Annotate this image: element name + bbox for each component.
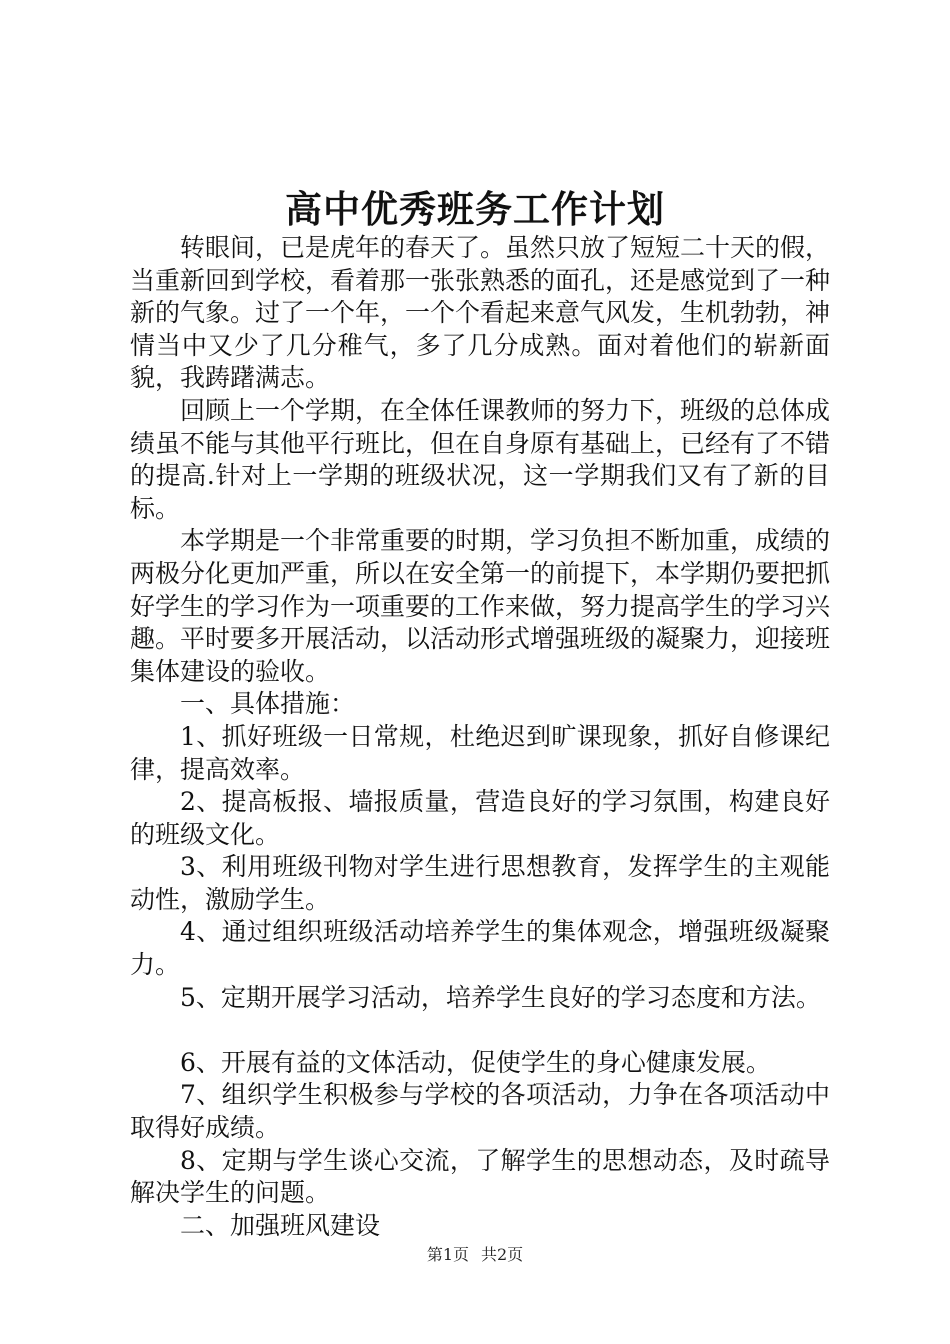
measure-item-1: 1、抓好班级一日常规，杜绝迟到旷课现象，抓好自修课纪律，提高效率。 <box>130 721 830 784</box>
paragraph-review: 回顾上一个学期，在全体任课教师的努力下，班级的总体成绩虽不能与其他平行班比，但在自身原有基础上，已经有了不错的提高.针对上一学期的班级状况，这一学期我们又有了新的目标。 <box>130 395 831 523</box>
measure-item-6: 6、开展有益的文体活动，促使学生的身心健康发展。 <box>180 1047 771 1077</box>
blank-line <box>130 1014 830 1047</box>
measure-item-4: 4、通过组织班级活动培养学生的集体观念，增强班级凝聚力。 <box>130 917 830 980</box>
measure-item-3: 3、利用班级刊物对学生进行思想教育，发挥学生的主观能动性，激励学生。 <box>130 852 830 914</box>
page-footer <box>0 1244 950 1266</box>
measure-item-5: 5、定期开展学习活动，培养学生良好的学习态度和方法。 <box>180 982 821 1012</box>
section-heading-measures: 一、具体措施： <box>180 689 356 719</box>
document-body <box>130 232 830 1242</box>
document-title: 高中优秀班务工作计划 <box>285 187 665 231</box>
section-heading-class-style: 二、加强班风建设 <box>180 1210 381 1240</box>
page-total: 共2页 <box>481 1245 524 1264</box>
page-number: 第1页 <box>426 1245 469 1264</box>
paragraph-semester-goal: 本学期是一个非常重要的时期，学习负担不断加重，成绩的两极分化更加严重，所以在安全第一的前提下，本学期仍要把抓好学生的学习作为一项重要的工作来做，努力提高学生的学习兴趣。平时要多开展活动，以活动形式增强班级的凝聚力，迎接班集体建设的验收。 <box>130 526 831 686</box>
measure-item-8: 8、定期与学生谈心交流，了解学生的思想动态，及时疏导解决学生的问题。 <box>130 1145 830 1208</box>
measure-item-7: 7、组织学生积极参与学校的各项活动，力争在各项活动中取得好成绩。 <box>130 1080 830 1143</box>
measure-item-2: 2、提高板报、墙报质量，营造良好的学习氛围，构建良好的班级文化。 <box>130 787 830 849</box>
paragraph-intro: 转眼间，已是虎年的春天了。虽然只放了短短二十天的假，当重新回到学校，看着那一张张熟悉的面孔，还是感觉到了一种新的气象。过了一个年，一个个看起来意气风发，生机勃勃，神情当中又少了几分稚气，多了几分成熟。面对着他们的崭新面貌，我踌躇满志。 <box>130 233 831 393</box>
